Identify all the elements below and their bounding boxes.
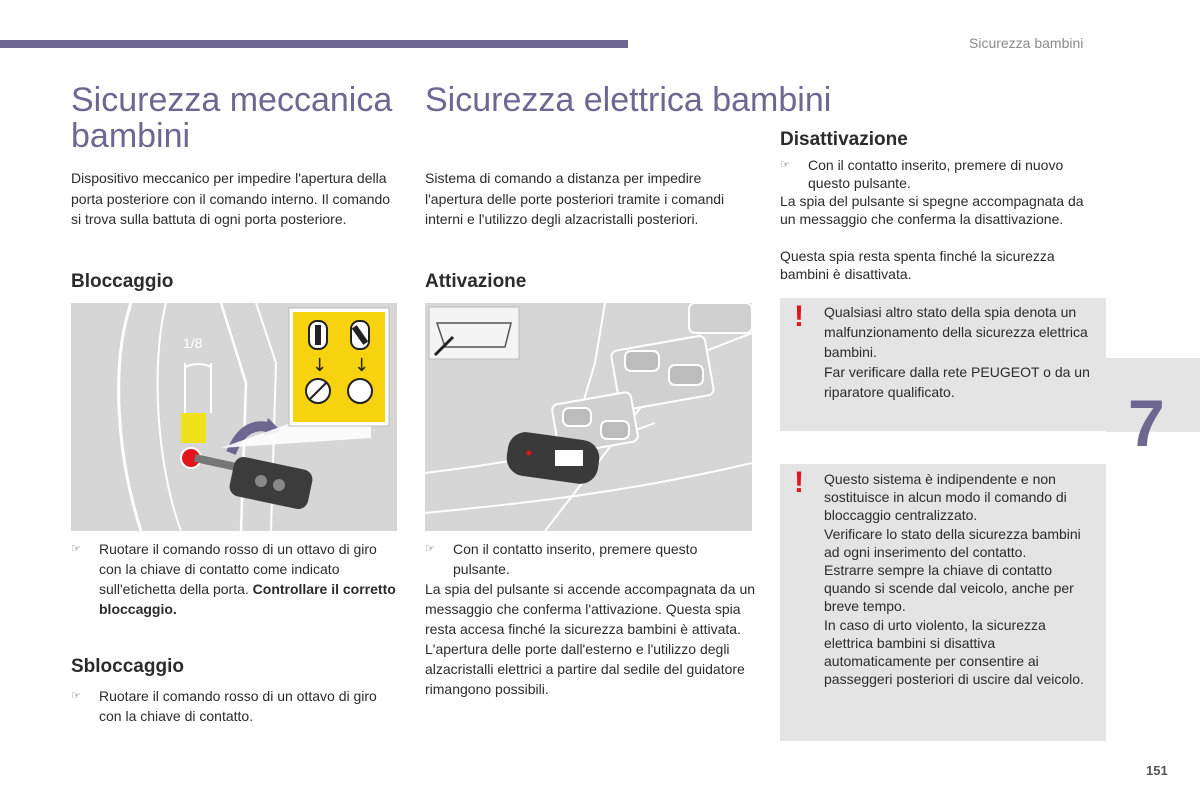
warning-1-line-1: Qualsiasi altro stato della spia denota un malfunzionamento della sicurezza elettrica bambini. <box>824 304 1088 360</box>
locking-instruction: Ruotare il comando rosso di un ottavo di giro con la chiave di contatto come indicato sull'etichetta della porta. <box>99 541 377 597</box>
page-number: 151 <box>1146 763 1168 778</box>
bullet-locking <box>71 539 397 619</box>
activation-body: La spia del pulsante si accende accompagnata da un messaggio che conferma l'attivazione. Questa spia resta accesa finché la sicurezza bambini è attivata. L'apertura delle porte dall'esterno e l'utilizzo degli alzacristalli elettrici a partire dal sedile del guidatore rimangono possibili. <box>425 581 756 697</box>
hand-pointer-icon: ☞ <box>71 543 81 555</box>
warning-1-line-2: Far verificare dalla rete PEUGEOT o da un riparatore qualificato. <box>824 364 1090 400</box>
warning-2-line-2: Verificare lo stato della sicurezza bambini ad ogni inserimento del contatto. <box>824 525 1081 560</box>
deactivation-body-1: La spia del pulsante si spegne accompagnata da un messaggio che conferma la disattivazione. <box>780 193 1084 227</box>
warning-box-malfunction <box>780 298 1106 431</box>
yellow-marker <box>181 413 206 443</box>
bullet-deactivation <box>780 156 1106 192</box>
heading-deactivation: Disattivazione <box>780 129 908 150</box>
svg-text:↓: ↓ <box>312 355 328 376</box>
bullet-activation <box>425 539 745 579</box>
dashboard-location-inset <box>429 307 519 359</box>
heading-locking: Bloccaggio <box>71 271 174 292</box>
heading-activation: Attivazione <box>425 271 527 292</box>
hand-pointer-icon: ☞ <box>425 543 435 555</box>
title-mechanical-child-lock: Sicurezza meccanica bambini <box>71 81 393 155</box>
warning-2-line-3: Estrarre sempre la chiave di contatto quando si scende dal veicolo, anche per breve tempo. <box>824 562 1074 615</box>
deactivation-body-2: Questa spia resta spenta finché la sicurezza bambini è disattivata. <box>780 248 1055 282</box>
unlocking-instruction: Ruotare il comando rosso di un ottavo di giro con la chiave di contatto. <box>99 688 377 724</box>
warning-text-2 <box>824 470 1096 688</box>
warning-2-line-4: In caso di urto violento, la sicurezza elettrica bambini si disattiva automaticamente per consentire ai passeggeri posteriori di uscire dal veicolo. <box>824 616 1084 688</box>
intro-mechanical: Dispositivo meccanico per impedire l'apertura della porta posteriore con il comando interno. Il comando si trova sulla battuta di ogni porta posteriore. <box>71 170 391 227</box>
switch-panel-drawing <box>425 303 752 531</box>
warning-lamp <box>527 451 532 456</box>
eighth-turn-label: 1/8 <box>183 335 203 351</box>
activation-instruction: Con il contatto inserito, premere questo pulsante. <box>453 541 698 577</box>
door-label-sticker <box>293 312 385 422</box>
warning-text-1 <box>824 302 1096 402</box>
chapter-number: 7 <box>1128 386 1165 460</box>
hand-pointer-icon: ☞ <box>71 690 81 702</box>
title-electric-child-lock: Sicurezza elettrica bambini <box>425 81 832 119</box>
bullet-unlocking <box>71 686 397 726</box>
deactivation-instruction: Con il contatto inserito, premere di nuovo questo pulsante. <box>808 157 1064 191</box>
door-latch-key-drawing <box>71 303 397 531</box>
warning-icon: ! <box>794 466 804 499</box>
intro-electric: Sistema di comando a distanza per impedire l'apertura delle porte posteriori tramite i comandi interni e l'utilizzo degli alzacristalli posteriori. <box>425 170 725 227</box>
locking-check: Controllare il corretto bloccaggio. <box>99 581 396 617</box>
illustration-mechanical-lock <box>71 303 397 531</box>
illustration-window-switch-panel <box>425 303 752 531</box>
warning-box-independent-system <box>780 464 1106 741</box>
svg-text:↓: ↓ <box>354 355 370 376</box>
heading-unlocking: Sbloccaggio <box>71 656 184 677</box>
hand-pointer-icon: ☞ <box>780 159 790 171</box>
header-rule <box>0 40 628 48</box>
warning-2-line-1: Questo sistema è indipendente e non sostituisce in alcun modo il comando di bloccaggio centralizzato. <box>824 471 1067 524</box>
warning-icon: ! <box>794 300 804 333</box>
running-header: Sicurezza bambini <box>969 35 1084 51</box>
